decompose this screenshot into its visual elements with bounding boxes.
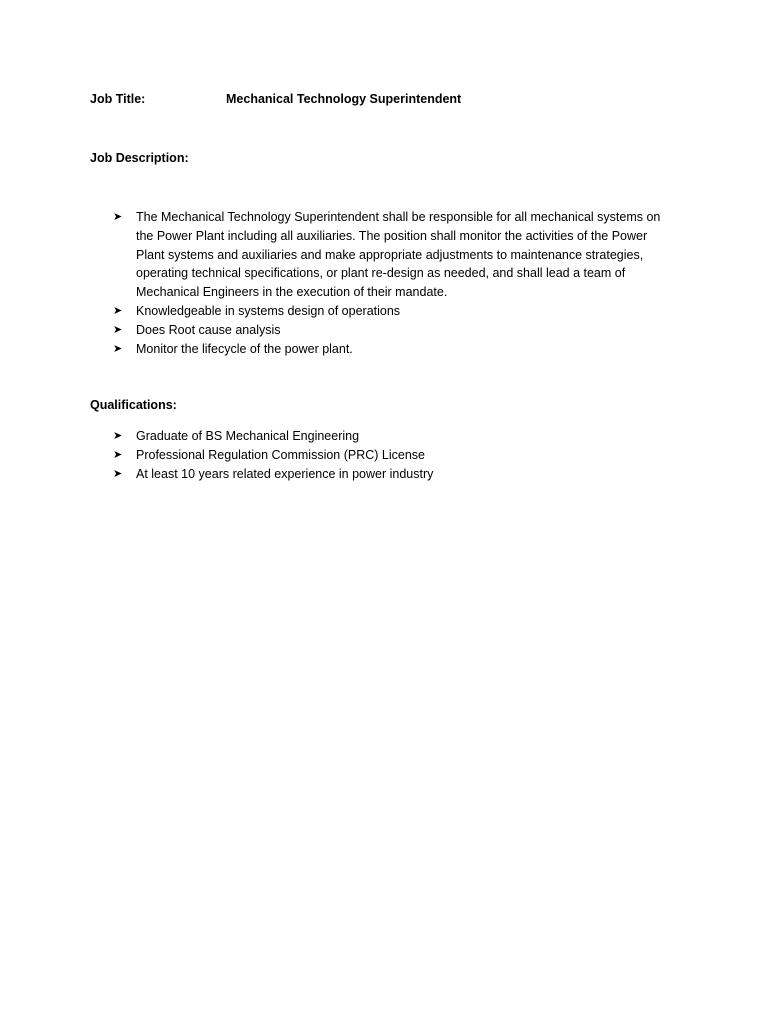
job-title-label: Job Title:	[90, 92, 146, 106]
list-item-text: The Mechanical Technology Superintendent shall be responsible for all mechanical systems on the Power Plant including all auxiliaries. The position shall monitor the activities of the Power Plant systems and auxiliaries and make appropriate adjustments to maintenance strategies, operating technical specifications, or plant re-design as needed, and shall lead a team of Mechanical Engineers in the execution of their mandate.	[136, 210, 661, 300]
list-item	[113, 208, 678, 302]
qualifications-heading: Qualifications:	[90, 398, 177, 412]
arrowhead-bullet-icon: ➤	[113, 304, 123, 317]
arrowhead-bullet-icon: ➤	[113, 342, 123, 355]
list-item	[113, 302, 678, 321]
list-item	[113, 321, 678, 340]
job-description-list	[113, 208, 678, 358]
qualifications-list	[113, 427, 678, 483]
job-title-row	[90, 92, 690, 112]
list-item-text: Does Root cause analysis	[136, 322, 281, 337]
list-item	[113, 340, 678, 359]
job-description-heading: Job Description:	[90, 151, 189, 165]
arrowhead-bullet-icon: ➤	[113, 448, 123, 461]
arrowhead-bullet-icon: ➤	[113, 467, 123, 480]
list-item-text: Knowledgeable in systems design of operations	[136, 303, 401, 318]
list-item-text: Professional Regulation Commission (PRC) License	[136, 447, 426, 462]
list-item-text: Monitor the lifecycle of the power plant.	[136, 341, 353, 356]
list-item	[113, 465, 678, 484]
list-item-text: At least 10 years related experience in power industry	[136, 466, 434, 481]
list-item-text: Graduate of BS Mechanical Engineering	[136, 429, 360, 443]
arrowhead-bullet-icon: ➤	[113, 430, 123, 442]
arrowhead-bullet-icon: ➤	[113, 211, 123, 223]
arrowhead-bullet-icon: ➤	[113, 323, 123, 336]
list-item	[113, 427, 678, 446]
list-item	[113, 446, 678, 465]
job-title-value: Mechanical Technology Superintendent	[226, 92, 462, 106]
